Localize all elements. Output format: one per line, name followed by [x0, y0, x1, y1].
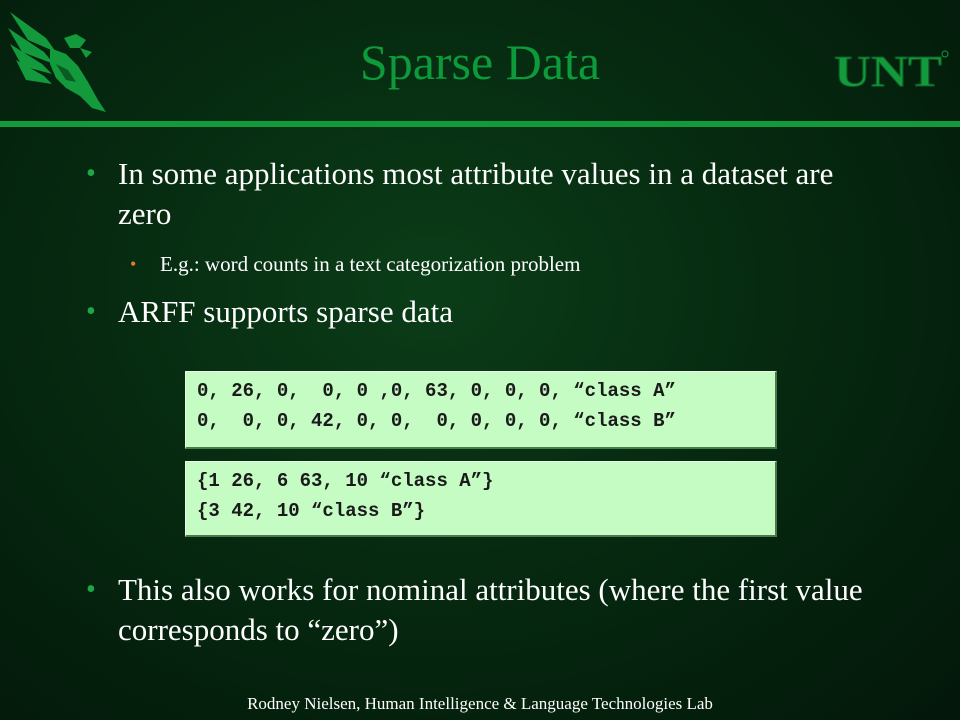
- bullet-marker-icon: •: [86, 158, 96, 189]
- sparse-data-code-block: [185, 461, 777, 537]
- slide-footer: Rodney Nielsen, Human Intelligence & Language Technologies Lab: [247, 694, 713, 713]
- title-divider: [0, 121, 960, 127]
- code-line: {3 42, 10 “class B”}: [197, 500, 426, 522]
- slide-title: Sparse Data: [359, 34, 601, 90]
- bullet-text: This also works for nominal attributes (where the first value corresponds to “zero”): [118, 572, 863, 647]
- code-line: 0, 26, 0, 0, 0 ,0, 63, 0, 0, 0, “class A”: [197, 380, 676, 402]
- code-line: {1 26, 6 63, 10 “class A”}: [197, 470, 494, 492]
- bullet-text: ARFF supports sparse data: [118, 294, 453, 329]
- bullet-item: [86, 570, 878, 650]
- unt-logo-text: UNT: [834, 47, 942, 92]
- unt-logo-icon: [832, 46, 950, 92]
- bullet-item: [86, 154, 878, 234]
- sub-bullet-item: [130, 250, 860, 278]
- dense-data-code-block: [185, 371, 777, 449]
- bullet-text: In some applications most attribute values in a dataset are zero: [118, 156, 834, 231]
- sub-bullet-marker-icon: •: [130, 254, 137, 274]
- bullet-marker-icon: •: [86, 574, 96, 605]
- bullet-marker-icon: •: [86, 296, 96, 327]
- sub-bullet-text: E.g.: word counts in a text categorization problem: [160, 252, 581, 276]
- code-line: 0, 0, 0, 42, 0, 0, 0, 0, 0, 0, “class B”: [197, 410, 676, 432]
- bullet-item: [86, 292, 878, 332]
